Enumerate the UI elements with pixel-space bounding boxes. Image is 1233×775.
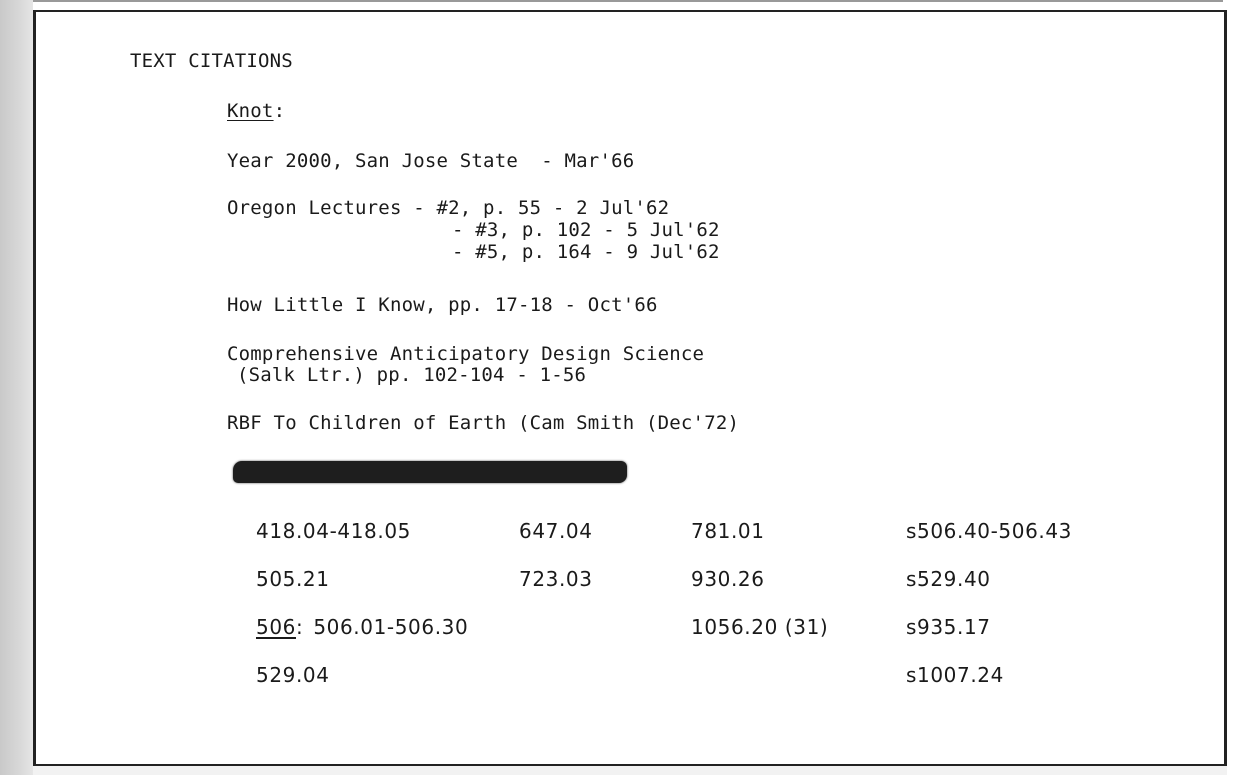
citation-oregon-lectures-5: - #5, p. 164 - 9 Jul'62 xyxy=(452,241,720,263)
reference-group-sep: : xyxy=(295,615,304,639)
citation-design-science: Comprehensive Anticipatory Design Science xyxy=(227,343,705,365)
reference-entry: 647.04 xyxy=(519,519,593,543)
section-label xyxy=(227,100,285,122)
reference-entry: 1056.20 (31) xyxy=(691,615,829,639)
citation-oregon-lectures-2: Oregon Lectures - #2, p. 55 - 2 Jul'62 xyxy=(227,197,670,219)
page-title: TEXT CITATIONS xyxy=(130,50,293,72)
redaction-mark xyxy=(233,461,627,483)
section-label-colon: : xyxy=(273,100,286,122)
citation-how-little-i-know: How Little I Know, pp. 17-18 - Oct'66 xyxy=(227,294,658,316)
section-label-text: Knot xyxy=(227,100,274,122)
citation-salk-letter: (Salk Ltr.) pp. 102-104 - 1-56 xyxy=(237,364,587,386)
reference-entry: s506.40-506.43 xyxy=(906,519,1072,543)
reference-entry: 723.03 xyxy=(519,567,593,591)
reference-entry: 781.01 xyxy=(691,519,765,543)
citation-year-2000: Year 2000, San Jose State - Mar'66 xyxy=(227,150,635,172)
reference-entry: 529.04 xyxy=(256,663,330,687)
reference-entry: s1007.24 xyxy=(906,663,1004,687)
page-edge-shadow xyxy=(0,0,33,775)
top-rule xyxy=(33,0,1223,2)
reference-group-range: 506.01-506.30 xyxy=(313,615,469,639)
reference-entry: s935.17 xyxy=(906,615,991,639)
citation-children-of-earth: RBF To Children of Earth (Cam Smith (Dec'72) xyxy=(227,412,740,434)
reference-entry: 418.04-418.05 xyxy=(256,519,411,543)
reference-group-506 xyxy=(256,615,468,639)
citation-oregon-lectures-3: - #3, p. 102 - 5 Jul'62 xyxy=(452,219,720,241)
reference-entry: 505.21 xyxy=(256,567,330,591)
bottom-edge xyxy=(33,766,1227,775)
citation-card xyxy=(33,10,1227,767)
reference-entry: 930.26 xyxy=(691,567,765,591)
reference-entry: s529.40 xyxy=(906,567,991,591)
reference-group-label: 506 xyxy=(256,615,296,639)
